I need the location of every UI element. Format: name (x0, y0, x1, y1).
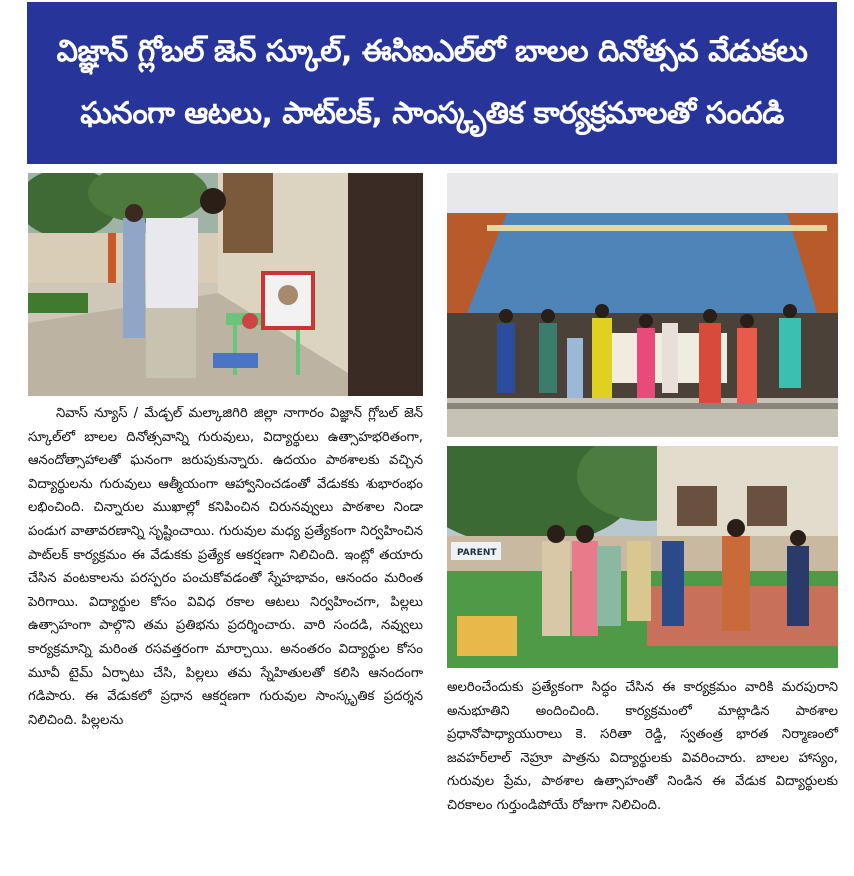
article-column-left: నివాస్ న్యూస్ / మేడ్చల్ మల్కాజిగిరి జిల్లా నాగారం విజ్ఞాన్ గ్లోబల్ జెన్ స్కూల్‌లో బాలల దినోత్సవాన్ని గురువులు, విద్యార్థులు ఉత్సాహభరితంగా, ఆనందోత్సాహాలతో ఘనంగా జరుపుకున్నారు. ఉదయం పాఠశాలకు వచ్చిన విద్యార్థులను గురువులు ఆత్మీయంగా ఆహ్వానించడంతో వేడుకకు శుభారంభం లభించింది. చిన్నారుల ముఖాల్లో కనిపించిన చిరునవ్వులు పాఠశాల నిండా పండుగ వాతావరణాన్ని సృష్టించాయి. గురువుల మధ్య ప్రత్యేకంగా నిర్వహించిన పాట్‌లక్ కార్యక్రమం ఈ వేడుకకు ప్రత్యేక ఆకర్షణగా నిలిచింది. ఇంట్లో తయారు చేసిన వంటకాలను పరస్పరం పంచుకోవడంతో స్నేహభావం, ఆనందం మరింత పెరిగాయి. విద్యార్థుల కోసం వివిధ రకాల ఆటలు నిర్వహించగా, పిల్లలు ఉత్సాహంగా పాల్గొని తమ ప్రతిభను ప్రదర్శించారు. వారి సందడి, నవ్వులు కార్యక్రమాన్ని మరింత రసవత్తరంగా మార్చాయి. అనంతరం విద్యార్థుల కోసం మూవీ టైమ్ ఏర్పాటు చేసి, పిల్లలు తమ స్నేహితులతో కలిసి ఆనందంగా గడిపారు. ఈ వేడుకలో ప్రధాన ఆకర్షణగా గురువుల సాంస్కృతిక ప్రదర్శన నిలిచింది. పిల్లలను (28, 406, 423, 728)
photo-potluck-gathering (447, 446, 838, 668)
headline-banner (27, 2, 837, 164)
photo-garlanding-portrait (28, 173, 423, 396)
headline-line-2: ఘనంగా ఆటలు, పాట్‌లక్, సాంస్కృతిక కార్యక్రమాలతో సందడి (80, 96, 784, 131)
article-column-right: అలరించేందుకు ప్రత్యేకంగా సిద్ధం చేసిన ఈ కార్యక్రమం వారికి మరపురాని అనుభూతిని అందించింది. కార్యక్రమంలో మాట్లాడిన పాఠశాల ప్రధానోపాధ్యాయురాలు కె. సరితా రెడ్డి, స్వతంత్ర భారత నిర్మాణంలో జవహర్‌లాల్ నెహ్రూ పాత్రను విద్యార్థులకు వివరించారు. బాలల హాస్యం, గురువుల ప్రేమ, పాఠశాల ఉత్సాహంతో నిండిన ఈ వేడుక విద్యార్థులకు చిరకాలం గుర్తుండిపోయే రోజుగా నిలిచింది. (447, 680, 838, 813)
headline-line-1: విజ్ఞాన్ గ్లోబల్ జెన్ స్కూల్, ఈసిఐఎల్‌లో బాలల దినోత్సవ వేడుకలు (56, 34, 808, 69)
parent-sign-text: PARENT (457, 548, 497, 558)
photo-stage-dance (447, 173, 838, 437)
